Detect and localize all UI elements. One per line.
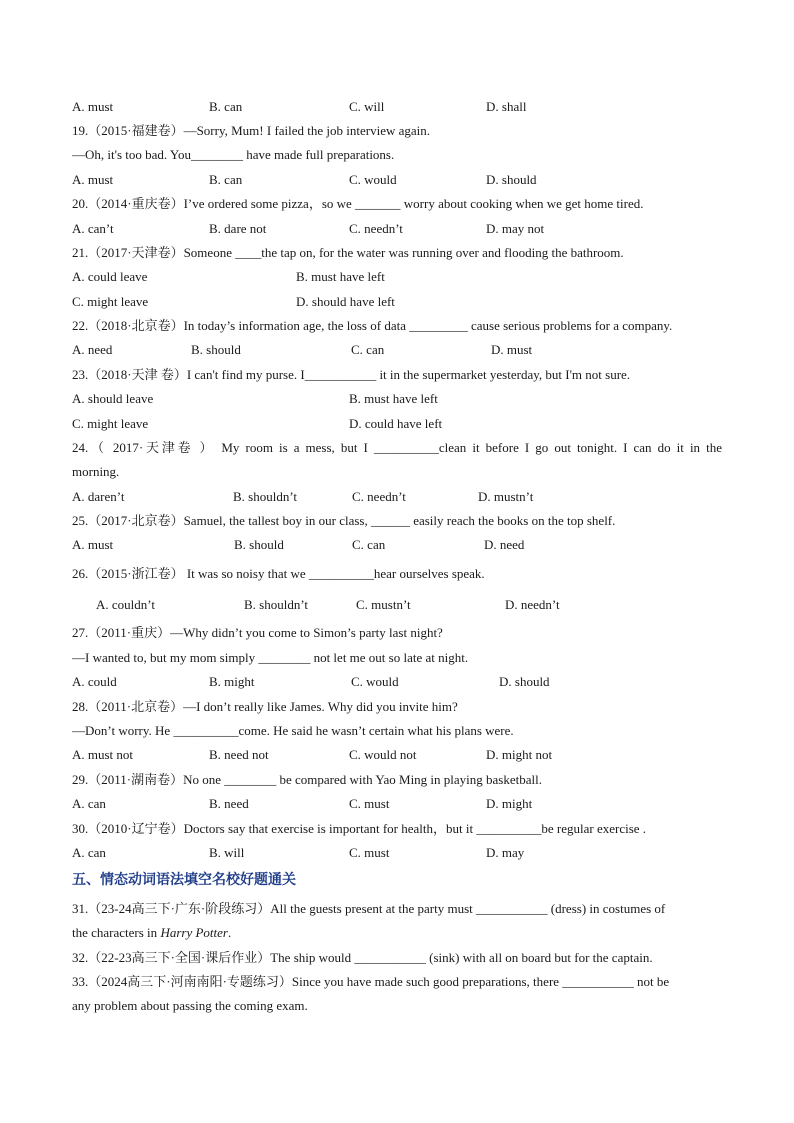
q20-options	[72, 221, 722, 237]
q27-option-d: D. should	[499, 674, 550, 689]
q27-option-c: C. would	[351, 674, 399, 689]
q29-option-c: C. must	[349, 796, 390, 811]
q28-option-b: B. need not	[209, 747, 269, 762]
q30-stem: 30.（2010·辽宁卷）Doctors say that exercise is important for health，but it __________be regular exercise .	[72, 821, 647, 836]
q19-option-b: B. can	[209, 172, 243, 187]
q30-option-a: A. can	[72, 845, 106, 860]
q24-option-d: D. mustn’t	[478, 489, 534, 504]
q30-options	[72, 845, 722, 861]
q21-stem: 21.（2017·天津卷）Someone ____the tap on, for the water was running over and flooding the bathroom.	[72, 245, 624, 260]
q31-text: the characters in	[72, 925, 161, 940]
q31-book-title: Harry Potter	[160, 925, 228, 940]
q25-option-c: C. can	[352, 537, 386, 552]
q18-option-d: D. shall	[486, 99, 527, 114]
q23-option-b: B. must have left	[349, 391, 438, 406]
q30-option-d: D. may	[486, 845, 525, 860]
q28-options	[72, 747, 722, 763]
q29-option-d: D. might	[486, 796, 533, 811]
q18-option-c: C. will	[349, 99, 385, 114]
q19-stem: 19.（2015·福建卷）—Sorry, Mum! I failed the job interview again.	[72, 123, 431, 138]
q25-option-d: D. need	[484, 537, 525, 552]
section-heading: 五、情态动词语法填空名校好题通关	[72, 872, 296, 888]
q26-options	[72, 597, 722, 613]
q20-stem: 20.（2014·重庆卷）I’ve ordered some pizza，so we _______ worry about cooking when we get home tired.	[72, 196, 644, 211]
q28-option-d: D. might not	[486, 747, 553, 762]
q27-options	[72, 674, 722, 690]
q24-options	[72, 489, 722, 505]
q24-stem: 24.（ 2017·天津卷 ） My room is a mess, but I __________clean it before I go out tonight. I can do it in the	[72, 440, 722, 455]
q19-options	[72, 172, 722, 188]
q19-option-c: C. would	[349, 172, 397, 187]
q26-option-b: B. shouldn’t	[244, 597, 309, 612]
q18-option-a: A. must	[72, 99, 114, 114]
q19-option-a: A. must	[72, 172, 114, 187]
q24-option-b: B. shouldn’t	[233, 489, 298, 504]
q22-stem: 22.（2018·北京卷）In today’s information age, the loss of data _________ cause serious problems for a company.	[72, 318, 673, 333]
q24-option-a: A. daren’t	[72, 489, 125, 504]
q30-option-b: B. will	[209, 845, 245, 860]
q23-options-row2	[72, 416, 722, 432]
q30-option-c: C. must	[349, 845, 390, 860]
q33-stem: 33.（2024高三下·河南南阳·专题练习）Since you have made such good preparations, there ___________ not be	[72, 974, 670, 989]
q23-stem: 23.（2018·天津 卷）I can't find my purse. I___________ it in the supermarket yesterday, but I'm not sure.	[72, 367, 631, 382]
q28-option-a: A. must not	[72, 747, 134, 762]
q18-options	[72, 99, 722, 115]
q19-dialogue: —Oh, it's too bad. You________ have made full preparations.	[72, 147, 395, 162]
q21-options-row1	[72, 269, 722, 285]
q27-dialogue: —I wanted to, but my mom simply ________ not let me out so late at night.	[72, 650, 469, 665]
q23-option-a: A. should leave	[72, 391, 154, 406]
q31-stem: 31.（23-24高三下·广东·阶段练习）All the guests present at the party must ___________ (dress) in costumes of	[72, 901, 666, 916]
q26-stem: 26.（2015·浙江卷） It was so noisy that we __________hear ourselves speak.	[72, 566, 485, 581]
q27-option-a: A. could	[72, 674, 117, 689]
q23-option-d: D. could have left	[349, 416, 443, 431]
q27-stem: 27.（2011·重庆）—Why didn’t you come to Simon’s party last night?	[72, 625, 443, 640]
q26-option-a: A. couldn’t	[96, 597, 155, 612]
q19-option-d: D. should	[486, 172, 537, 187]
q25-option-a: A. must	[72, 537, 114, 552]
q26-option-c: C. mustn’t	[356, 597, 411, 612]
q21-options-row2	[72, 294, 722, 310]
q33-stem-continued: any problem about passing the coming exam.	[72, 998, 308, 1013]
q31-stem-continued	[72, 925, 231, 941]
q29-option-a: A. can	[72, 796, 106, 811]
q26-option-d: D. needn’t	[505, 597, 560, 612]
q21-option-d: D. should have left	[296, 294, 395, 309]
q32-stem: 32.（22-23高三下·全国·课后作业）The ship would ___________ (sink) with all on board but for the captain.	[72, 950, 653, 965]
q29-options	[72, 796, 722, 812]
q22-option-b: B. should	[191, 342, 241, 357]
q24-option-c: C. needn’t	[352, 489, 406, 504]
q21-option-b: B. must have left	[296, 269, 385, 284]
q20-option-b: B. dare not	[209, 221, 267, 236]
q28-option-c: C. would not	[349, 747, 417, 762]
q31-period: .	[227, 925, 232, 940]
q20-option-d: D. may not	[486, 221, 545, 236]
q20-option-a: A. can’t	[72, 221, 114, 236]
q28-stem: 28.（2011·北京卷）—I don’t really like James. Why did you invite him?	[72, 699, 458, 714]
q27-option-b: B. might	[209, 674, 255, 689]
q28-dialogue: —Don’t worry. He __________come. He said he wasn’t certain what his plans were.	[72, 723, 514, 738]
q25-option-b: B. should	[234, 537, 284, 552]
q20-option-c: C. needn’t	[349, 221, 403, 236]
q22-option-d: D. must	[491, 342, 533, 357]
q22-option-a: A. need	[72, 342, 113, 357]
q29-stem: 29.（2011·湖南卷）No one ________ be compared with Yao Ming in playing basketball.	[72, 772, 542, 787]
q18-option-b: B. can	[209, 99, 243, 114]
q25-stem: 25.（2017·北京卷）Samuel, the tallest boy in our class, ______ easily reach the books on the top shelf.	[72, 513, 616, 528]
q23-option-c: C. might leave	[72, 416, 149, 431]
q22-options	[72, 342, 722, 358]
q29-option-b: B. need	[209, 796, 249, 811]
q22-option-c: C. can	[351, 342, 385, 357]
q24-stem-continued: morning.	[72, 464, 120, 479]
q21-option-c: C. might leave	[72, 294, 149, 309]
q23-options-row1	[72, 391, 722, 407]
q25-options	[72, 537, 722, 553]
q21-option-a: A. could leave	[72, 269, 148, 284]
